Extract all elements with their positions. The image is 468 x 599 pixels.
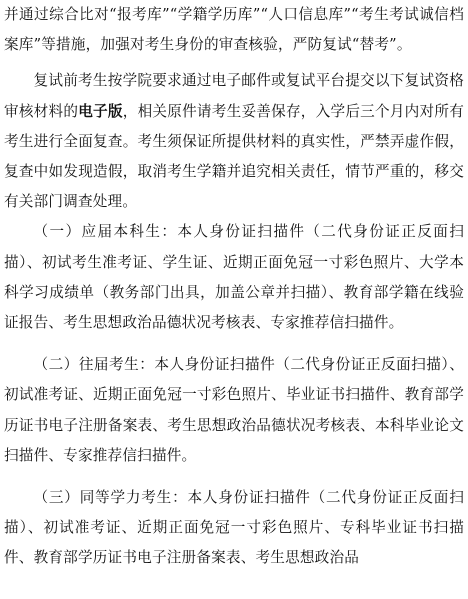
paragraph-text: （二）往届考生：本人身份证扫描件（二代身份证正反面扫描）、初试准考证、近期正面免冠一寸彩色照片、毕业证书扫描件、教育部学历证书电子注册备案表、考生思想政治品德状况考核表、本科毕业论文扫描件、专家推荐信扫描件。 [4,356,464,464]
paragraph-text: （三）同等学力考生：本人身份证扫描件（二代身份证正反面扫描）、初试准考证、近期正面免冠一寸彩色照片、专科毕业证书扫描件、教育部学历证书电子注册备案表、考生思想政治品 [4,489,464,567]
paragraph-text-after: ，相关原件请考生妥善保存，入学后三个月内对所有考生进行全面复查。考生须保证所提供材料的真实性，严禁弄虚作假，复查中如发现造假，取消考生学籍并追究相关责任，情节严重的，移交有关部门调查处理。 [4,102,464,211]
paragraph-identity-verification [4,0,464,60]
paragraph-previous-graduates [4,350,464,471]
paragraph-text: 并通过综合比对“报考库”“学籍学历库”“人口信息库”“考生考试诚信档案库”等措施，加强对考生身份的审查核验，严防复试“替考”。 [4,6,464,54]
paragraph-text: （一）应届本科生：本人身份证扫描件（二代身份证正反面扫描）、初试考生准考证、学生证、近期正面免冠一寸彩色照片、大学本科学习成绩单（教务部门出具，加盖公章并扫描）、教育部学籍在线验证报告、考生思想政治品德状况考核表、专家推荐信扫描件。 [4,223,464,332]
emphasis-electronic-version: 电子版 [78,102,123,120]
paragraph-equivalent-education [4,483,464,574]
paragraph-fresh-graduates [4,217,464,338]
paragraph-submission-requirements [4,66,464,217]
paragraph-text-before: 复试前考生按学院要求通过电子邮件或复试平台提交以下复试资格审核材料的 [4,72,464,120]
